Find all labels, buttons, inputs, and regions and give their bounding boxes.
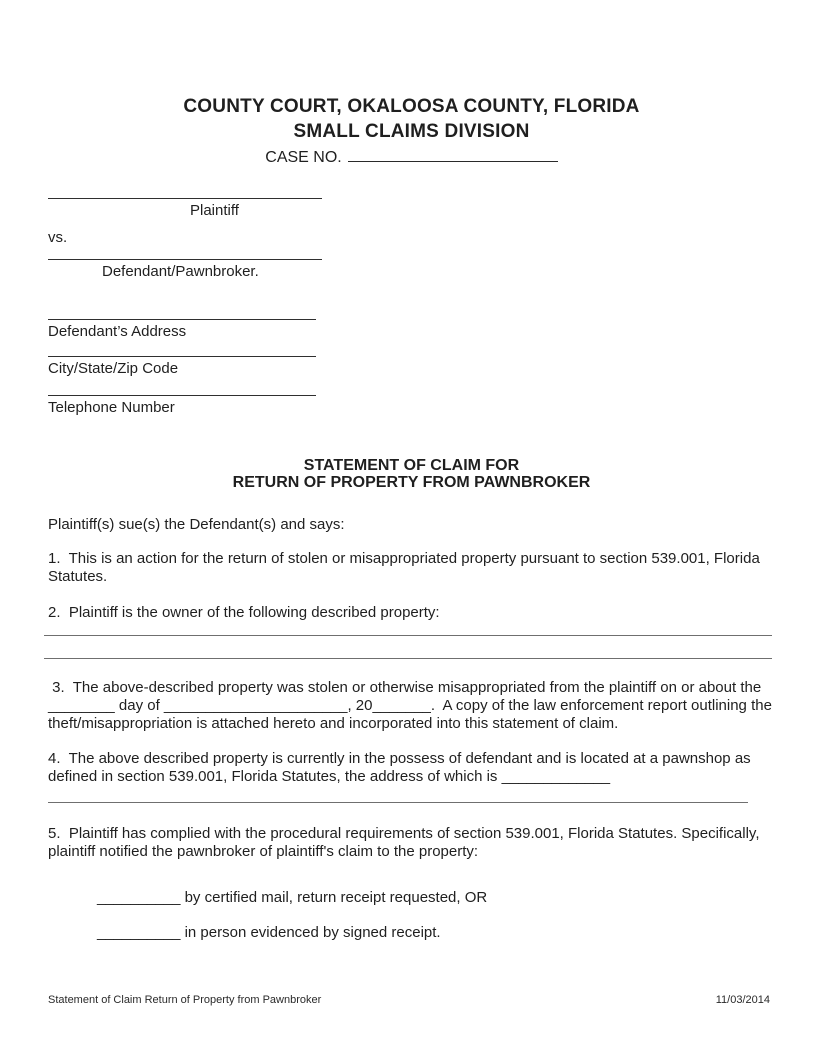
court-header xyxy=(48,94,775,168)
paragraph-3: 3. The above-described property was stolen or otherwise misappropriated from the plaintiff on or about the ________ day of ______________________, 20_______. A copy of the law enforcement report outlining the theft/misappropriation is attached hereto and incorporated into this statement of claim. xyxy=(48,679,777,732)
pawnshop-address-line xyxy=(48,802,748,803)
notice-option-certified-mail: __________ by certified mail, return receipt requested, OR xyxy=(97,889,488,906)
party-caption xyxy=(48,198,324,417)
document-title xyxy=(48,457,775,491)
case-number-label: CASE NO. xyxy=(265,149,342,166)
intro-sentence: Plaintiff(s) sue(s) the Defendant(s) and says: xyxy=(48,516,345,533)
telephone-label: Telephone Number xyxy=(48,399,175,416)
case-number-blank-line xyxy=(348,147,558,162)
page-footer xyxy=(48,994,770,1007)
paragraph-2: 2. Plaintiff is the owner of the following described property: xyxy=(48,604,440,621)
document-body xyxy=(48,516,775,942)
defendant-label: Defendant/Pawnbroker. xyxy=(102,263,259,280)
case-number-row xyxy=(48,147,775,168)
property-description-line-1 xyxy=(44,635,772,636)
footer-revision-date: 11/03/2014 xyxy=(715,994,770,1006)
footer-document-name: Statement of Claim Return of Property from Pawnbroker xyxy=(48,994,322,1006)
plaintiff-label: Plaintiff xyxy=(190,202,239,219)
court-name: COUNTY COURT, OKALOOSA COUNTY, FLORIDA xyxy=(183,96,640,117)
document-title-line1: STATEMENT OF CLAIM FOR xyxy=(303,457,520,474)
defendant-address-label: Defendant’s Address xyxy=(48,323,187,340)
paragraph-1: 1. This is an action for the return of stolen or misappropriated property pursuant to section 539.001, Florida Statutes. xyxy=(48,550,764,585)
court-division: SMALL CLAIMS DIVISION xyxy=(293,121,530,142)
versus-label: vs. xyxy=(48,229,68,246)
notice-option-in-person: __________ in person evidenced by signed receipt. xyxy=(97,924,441,941)
document-title-line2: RETURN OF PROPERTY FROM PAWNBROKER xyxy=(232,474,591,491)
paragraph-4: 4. The above described property is currently in the possess of defendant and is located at a pawnshop as defined in section 539.001, Florida Statutes, the address of which is _____________ xyxy=(48,750,755,785)
paragraph-5: 5. Plaintiff has complied with the procedural requirements of section 539.001, Florida Statutes. Specifically, plaintiff notified the pawnbroker of plaintiff's claim to the property: xyxy=(48,825,764,860)
city-state-zip-label: City/State/Zip Code xyxy=(48,360,179,377)
property-description-line-2 xyxy=(44,658,772,659)
